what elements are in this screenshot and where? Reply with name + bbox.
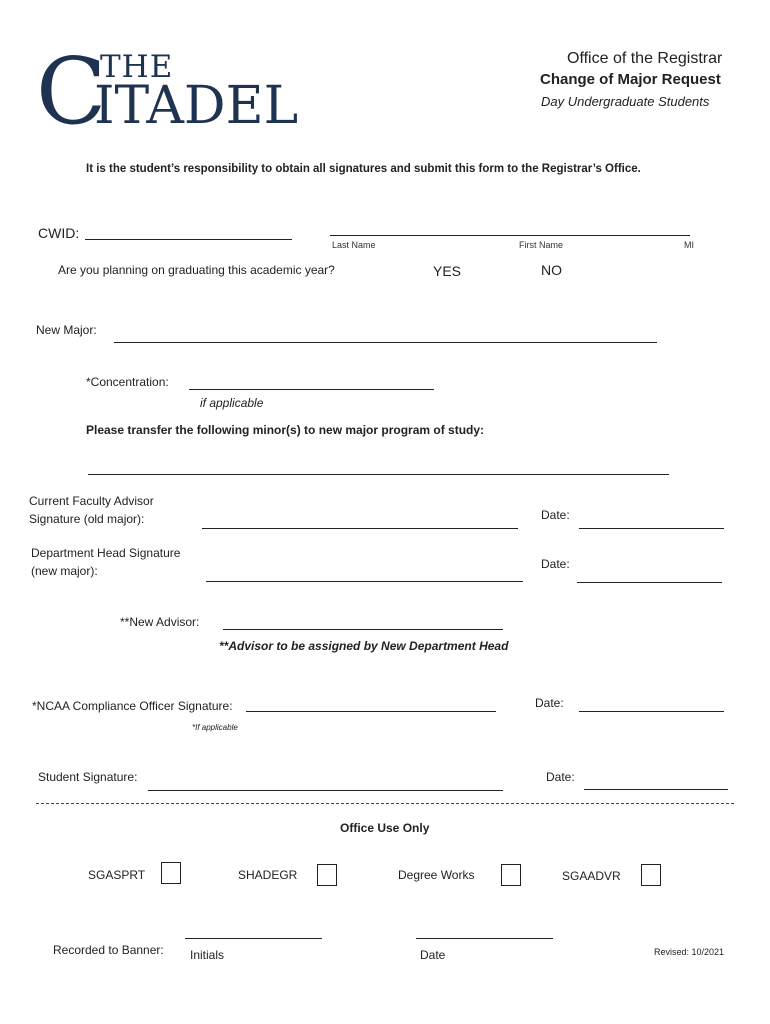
student-date-label: Date: [546, 770, 575, 784]
checkbox-label-sgaadvr: SGAADVR [562, 869, 621, 883]
recorded-banner-label: Recorded to Banner: [53, 943, 164, 957]
dept-head-label-2: (new major): [31, 564, 98, 578]
last-name-label: Last Name [332, 240, 376, 250]
graduating-yes[interactable]: YES [433, 263, 462, 279]
current-advisor-date-label: Date: [541, 508, 570, 522]
ncaa-date-field[interactable] [579, 711, 724, 712]
graduating-no[interactable]: NO [541, 262, 562, 278]
student-signature-field[interactable] [148, 790, 503, 791]
advisor-note: **Advisor to be assigned by New Department Head [219, 639, 509, 653]
current-advisor-label-1: Current Faculty Advisor [29, 494, 154, 508]
student-signature-label: Student Signature: [38, 770, 138, 784]
dept-head-label-1: Department Head Signature [31, 546, 181, 560]
cwid-label: CWID: [38, 225, 80, 241]
banner-date-label: Date [420, 948, 446, 962]
current-advisor-label-2: Signature (old major): [29, 512, 145, 526]
new-advisor-field[interactable] [223, 629, 503, 630]
first-name-label: First Name [519, 240, 564, 250]
checkbox-label-sgasprt: SGASPRT [88, 868, 146, 882]
office-use-heading: Office Use Only [340, 821, 430, 835]
concentration-field[interactable] [189, 389, 434, 390]
logo-the: THE [100, 49, 174, 85]
dept-head-date-field[interactable] [577, 582, 722, 583]
new-advisor-label: **New Advisor: [120, 615, 200, 629]
instruction-text: It is the student’s responsibility to obtain all signatures and submit this form to the Registrar’s Office. [86, 163, 641, 175]
form-title: Change of Major Request [540, 71, 721, 88]
dashed-separator [36, 803, 734, 804]
ncaa-note: *If applicable [192, 723, 238, 732]
ncaa-signature-field[interactable] [246, 711, 496, 712]
student-date-field[interactable] [584, 789, 728, 790]
ncaa-date-label: Date: [535, 696, 564, 710]
name-field[interactable] [330, 235, 690, 236]
checkbox-shadegr[interactable] [317, 864, 337, 886]
checkbox-label-degree-works: Degree Works [398, 868, 475, 882]
checkbox-sgasprt[interactable] [161, 862, 181, 884]
graduating-question: Are you planning on graduating this academic year? [58, 263, 335, 277]
revised-note: Revised: 10/2021 [654, 947, 725, 957]
concentration-label: *Concentration: [86, 375, 169, 389]
dept-head-date-label: Date: [541, 557, 570, 571]
minor-field[interactable] [88, 474, 669, 475]
current-advisor-signature-field[interactable] [202, 528, 518, 529]
form-subtitle: Day Undergraduate Students [541, 94, 710, 109]
logo-itadel: ITADEL [94, 76, 299, 136]
checkbox-sgaadvr[interactable] [641, 864, 661, 886]
dept-head-signature-field[interactable] [206, 581, 523, 582]
if-applicable-note: if applicable [200, 396, 264, 410]
banner-date-field[interactable] [416, 938, 553, 939]
ncaa-label: *NCAA Compliance Officer Signature: [32, 699, 233, 713]
checkbox-degree-works[interactable] [501, 864, 521, 886]
office-name: Office of the Registrar [567, 50, 723, 67]
current-advisor-date-field[interactable] [579, 528, 724, 529]
new-major-label: New Major: [36, 323, 97, 337]
cwid-field[interactable] [85, 239, 292, 240]
initials-label: Initials [190, 948, 225, 962]
new-major-field[interactable] [114, 342, 657, 343]
mi-label: MI [684, 240, 694, 250]
checkbox-label-shadegr: SHADEGR [238, 868, 298, 882]
initials-field[interactable] [185, 938, 322, 939]
logo-c: C [36, 38, 107, 145]
minor-transfer-text: Please transfer the following minor(s) to new major program of study: [86, 423, 485, 437]
